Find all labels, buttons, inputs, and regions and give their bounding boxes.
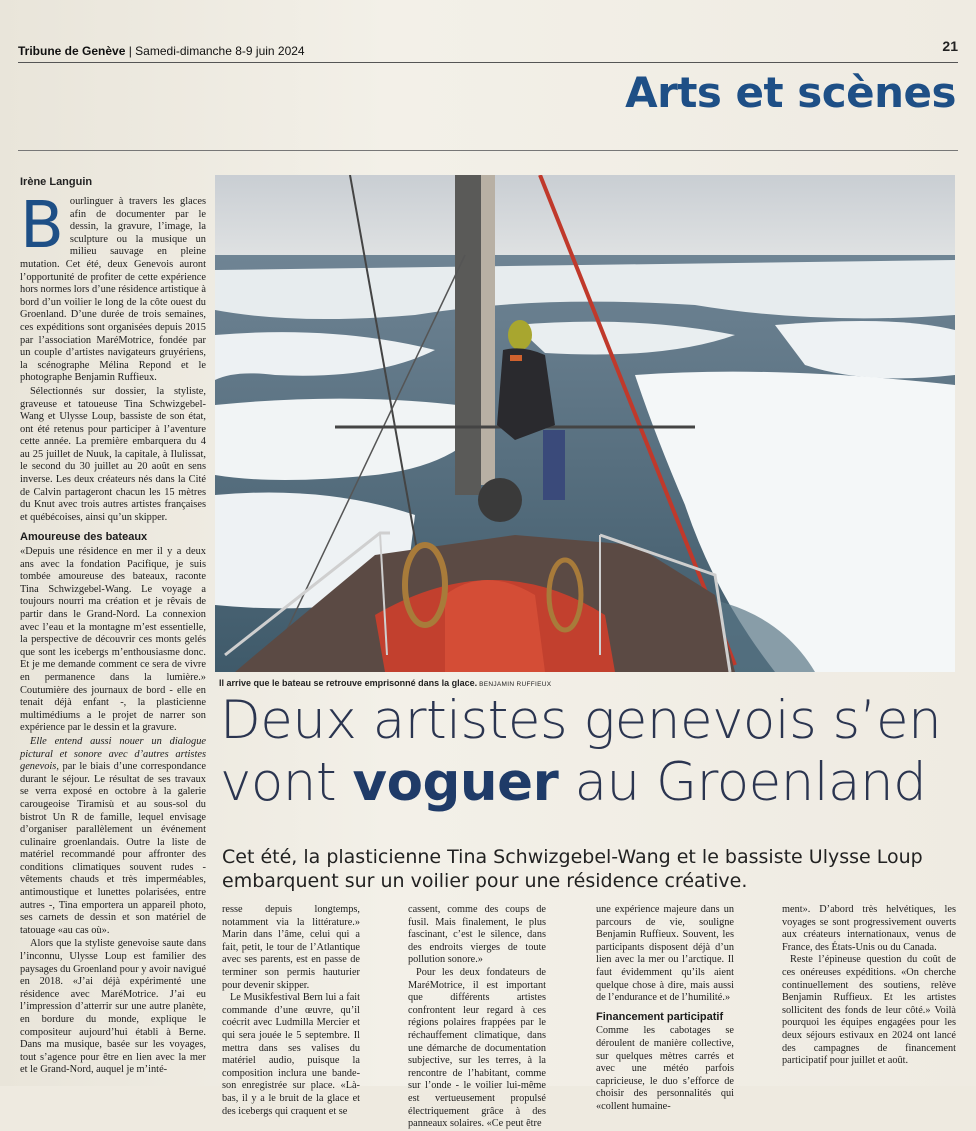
article-column-3 bbox=[408, 904, 546, 1131]
subheading: Financement participatif bbox=[596, 1010, 724, 1023]
subheading: Amoureuse des bateaux bbox=[20, 531, 148, 544]
headline bbox=[220, 690, 965, 814]
paragraph: une expérience majeure dans un parcours de vie, souligne Benjamin Ruffieux. Souvent, les participants disposent déjà d’un lien avec la mer ou l’arctique. Il faut évidemment qu’ils aient quelque chose à dire, mais aussi de l’endurance et de l’humilité.» bbox=[596, 904, 734, 1004]
article-column-4 bbox=[596, 904, 734, 1114]
masthead-date: Samedi-dimanche 8-9 juin 2024 bbox=[135, 44, 305, 58]
paragraph: Alors que la styliste genevoise saute dans l’inconnu, Ulysse Loup est familier des paysages du Groenland pour y avoir navigué en 2018. «J’ai déjà expérimenté une résidence avec MaréMotrice. J’ai eu l’impression d’atterrir sur une autre planète, en bordure du monde, explique le compositeur aujourd’hui établi à Berne. Dans ma musique, basée sur les voyages, tout s’agence pour être en lien avec la mer et le Grand-Nord, auquel je m’inté- bbox=[20, 938, 206, 1076]
article-column-5 bbox=[782, 904, 956, 1068]
paragraph: Sélectionnés sur dossier, la styliste, graveuse et tatoueuse Tina Schwizgebel-Wang et Ulysse Loup, bassiste de son état, ont été retenus pour participer à l’aventure cette année. La première embarquera du 4 au 25 juillet de Nuuk, la capitale, à Ilulissat, le second du 30 juillet au 20 août en sens inverse. Les deux créateurs nés dans la Cité de Calvin partageront chacun les 15 mètres du Knut avec trois autres artistes françaises et québécoises, ainsi qu’un skipper. bbox=[20, 385, 206, 523]
divider bbox=[18, 62, 958, 63]
masthead: Tribune de Genève | Samedi-dimanche 8-9 juin 2024 bbox=[18, 44, 305, 58]
headline-line-1: Deux artistes genevois s’en bbox=[220, 690, 942, 751]
drop-cap: B bbox=[20, 189, 64, 263]
page-number: 21 bbox=[942, 38, 958, 54]
photo-credit: BENJAMIN RUFFIEUX bbox=[479, 681, 552, 688]
paragraph: Reste l’épineuse question du coût de ces onéreuses expéditions. «On cherche continuellement des soutiens, relève Benjamin Ruffieux. Et les artistes sollicitent des fonds de leur côté.» Voilà pourquoi les équipes engagées pour les deux séjours estivaux en 2024 ont lancé des campagnes de financement participatif pour juillet et août. bbox=[782, 954, 956, 1067]
divider bbox=[18, 150, 958, 151]
paragraph: ment». D’abord très helvétiques, les voyages se sont progressivement ouverts aux créateurs internationaux, venus de France, des États-Unis ou du Canada. bbox=[782, 904, 956, 953]
article-left-column bbox=[20, 189, 206, 1078]
paragraph: Pour les deux fondateurs de MaréMotrice, il est important que différents artistes confrontent leur regard à ces régions polaires frappées par le réchauffement climatique, dans une démarche de documentation subjective, sur les terres, à la rencontre de l’habitant, comme sur l’onde - le voilier lui-même est vertueusement propulsé électriquement grâce à des panneaux solaires. «Ce peut être bbox=[408, 966, 546, 1130]
paragraph: Bourlinguer à travers les glaces afin de documenter par le dessin, la gravure, l’image, la sculpture ou la musique un milieu sauvage en pleine mutation. Cet été, deux Genevois auront l’opportunité de profiter de cette expérience hors normes lors d’une résidence artistique à bord d’un voilier le long de la côte ouest du Groenland. D’une durée de trois semaines, ces expéditions sont organisées depuis 2015 par l’association MaréMotrice, fondée par un couple d’artistes navigateurs gruyériens, la scénographe Mélina Repond et le photographe Benjamin Ruffieux. bbox=[20, 189, 206, 384]
paragraph: cassent, comme des coups de fusil. Mais finalement, le plus fascinant, c’est le silence, dans des endroits vierges de toute pollution sonore.» bbox=[408, 904, 546, 966]
author-byline: Irène Languin bbox=[20, 176, 93, 188]
standfirst: Cet été, la plasticienne Tina Schwizgebel-Wang et le bassiste Ulysse Loup embarquent sur un voilier pour une résidence créative. bbox=[222, 846, 923, 892]
paragraph: Le Musikfestival Bern lui a fait commande d’une œuvre, qu’il coécrit avec Ludmilla Mercier et qui sera jouée le 5 septembre. Il mettra dans ses valises du matériel audio, puisque la composition inclura une bande-son enregistrée sur place. «Là-bas, il y a le bruit de la glace et des icebergs qui craquent et se bbox=[222, 992, 360, 1117]
headline-line-2: vont voguer au Groenland bbox=[220, 752, 927, 813]
sailboat-ice-photo bbox=[215, 175, 955, 672]
photo-caption: Il arrive que le bateau se retrouve emprisonné dans la glace. BENJAMIN RUFFIEUX bbox=[219, 678, 552, 688]
article-photo bbox=[215, 175, 955, 672]
paragraph: «Depuis une résidence en mer il y a deux ans avec la fondation Pacifique, je suis tombée amoureuse des bateaux, raconte Tina Schwizgebel-Wang. Le voyage a toujours nourri ma création et je rêvais de partir dans le Grand-Nord. La connexion avec l’eau et la montagne m’est essentielle, la perspective de découvrir ces monts gelés que sont les icebergs m’enthousiasme donc. Et je me demande comment ce sera de vivre en permanence dans la lumière.» Coutumière des journaux de bord - elle en tenait déjà enfant -, la plasticienne multimédiums a le projet de narrer son expérience par le dessin et la gravure. bbox=[20, 546, 206, 734]
paragraph: Elle entend aussi nouer un dialogue pictural et sonore avec d’autres artistes genevois, par le biais d’une correspondance durant le séjour. Le résultat de ses travaux se verra exposé en octobre à la galerie carougeoise Tiramisù et au sous-sol du bistrot Un R de famille, lequel envisage d’organiser parallèlement un événement culinaire groenlandais. Outre la liste de matériel recommandé pour affronter des conditions climatiques souvent rudes - vêtements chauds et très imperméables, antimoustique et lunettes polarisées, entre autres -, Tina emportera un appareil photo, ses carnets de dessin et son matériel de tatouage «au cas où». bbox=[20, 735, 206, 936]
section-title: Arts et scènes bbox=[625, 68, 956, 117]
masthead-paper: Tribune de Genève bbox=[18, 44, 126, 58]
paragraph: Comme les cabotages se déroulent de manière collective, sur quelques mètres carrés et avec une météo parfois capricieuse, le duo s’efforce de choisir des personnalités qui «collent humaine- bbox=[596, 1025, 734, 1112]
paragraph: resse depuis longtemps, notamment via la littérature.» Marin dans l’âme, celui qui a fait, petit, le tour de l’Atlantique avec ses parents, est en passe de terminer son permis hauturier pour devenir skipper. bbox=[222, 904, 360, 991]
